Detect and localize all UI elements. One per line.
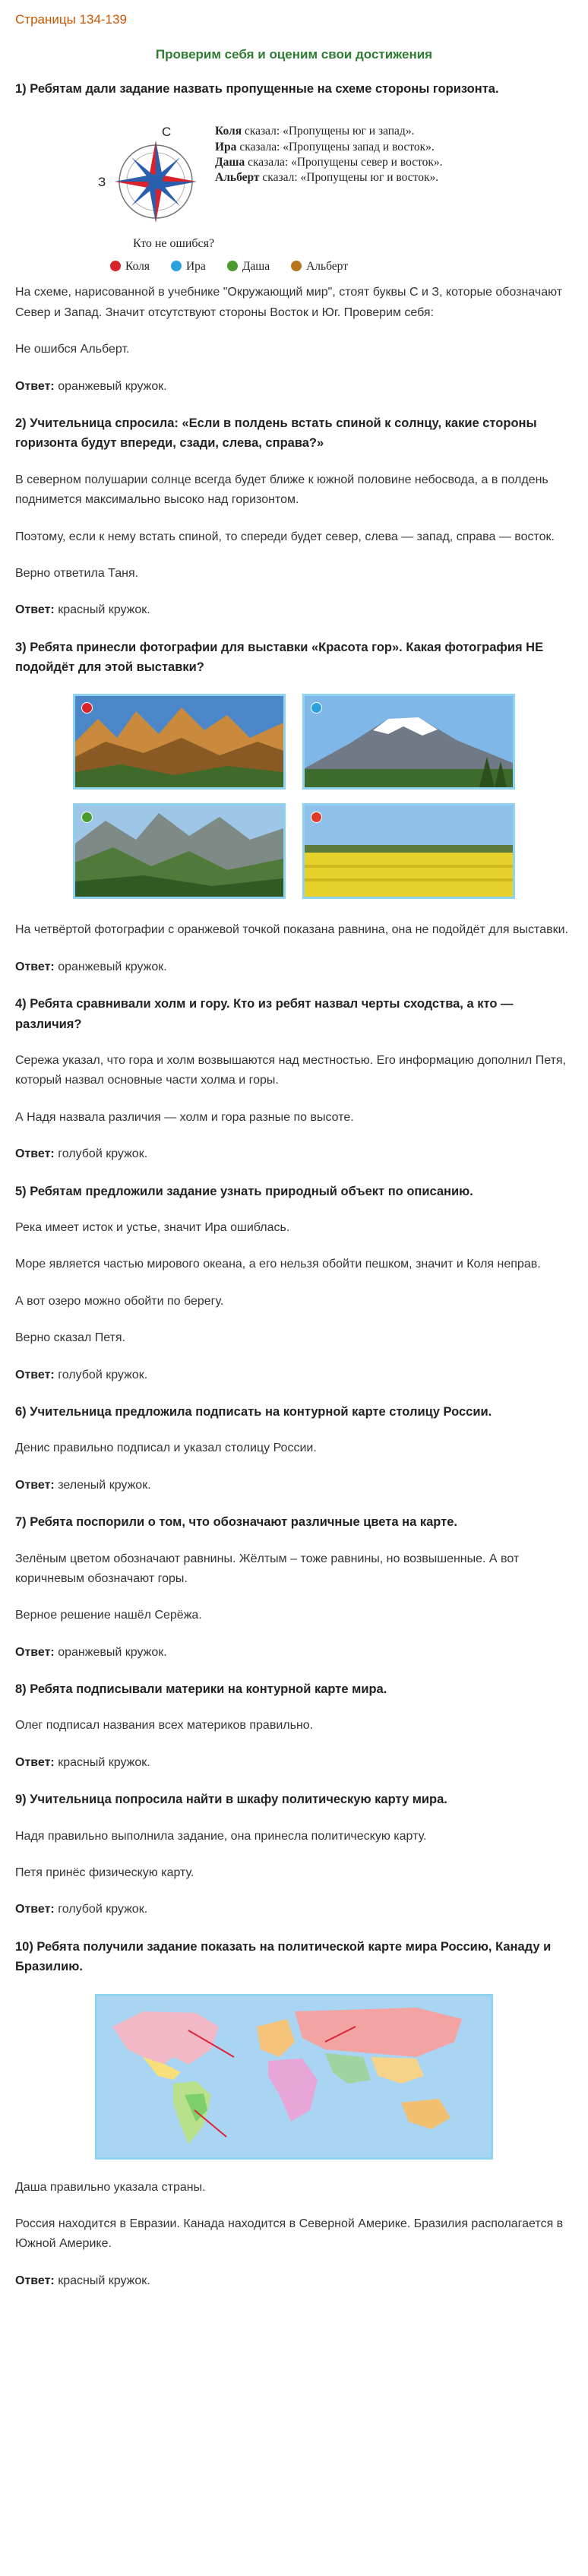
question-10: 10) Ребята получили задание показать на политической карте мира Россию, Канаду и Бразилию. — [15, 1939, 552, 1974]
paragraph: Море является частью мирового океана, а его нельзя обойти пешком, значит и Коля неправ. — [15, 1258, 541, 1271]
legend-dot-icon — [291, 261, 302, 271]
answer-value: оранжевый кружок. — [54, 1645, 167, 1659]
question-7: 7) Ребята поспорили о том, что обозначают различные цвета на карте. — [15, 1515, 457, 1530]
question-6: 6) Учительница предложила подписать на контурной карте столицу России. — [15, 1404, 492, 1419]
answer-label: Ответ: — [15, 1755, 55, 1769]
speech-item — [215, 171, 519, 184]
answer-line — [15, 1366, 573, 1385]
legend-label: Ира — [185, 260, 206, 274]
political-world-map — [95, 1994, 493, 2160]
answer-label: Ответ: — [15, 379, 55, 393]
speech-text: сказал: «Пропущены юг и восток». — [262, 171, 439, 185]
photo-green-mountains — [73, 803, 286, 899]
photo-grid — [66, 694, 522, 899]
speech-text: сказала: «Пропущены север и восток». — [248, 156, 443, 169]
speech-text: сказала: «Пропущены запад и восток». — [239, 140, 435, 153]
answer-line — [15, 377, 573, 397]
answer-legend — [110, 260, 348, 274]
photo-mountain-rocks — [73, 694, 286, 790]
answer-line — [15, 1753, 573, 1773]
paragraph: Верно сказал Петя. — [15, 1331, 126, 1345]
speech-text: сказал: «Пропущены юг и запад». — [244, 125, 415, 138]
answer-value: красный кружок. — [54, 1755, 150, 1769]
answer-label: Ответ: — [15, 1645, 55, 1659]
paragraph: Не ошибся Альберт. — [15, 343, 130, 356]
speaker-name: Коля — [215, 125, 242, 138]
legend-dot-icon — [110, 261, 121, 271]
page-title: Проверим себя и оценим свои достижения — [155, 47, 433, 62]
answer-line — [15, 957, 573, 977]
speech-item — [215, 156, 519, 169]
answer-line — [15, 1643, 573, 1663]
pages-label: Страницы 134-139 — [15, 12, 127, 27]
answer-label: Ответ: — [15, 960, 55, 973]
answer-value: оранжевый кружок. — [54, 960, 167, 973]
compass-rose-icon — [95, 119, 209, 233]
paragraph: А вот озеро можно обойти по берегу. — [15, 1294, 224, 1308]
paragraph: Зелёным цветом обозначают равнины. Жёлтым – тоже равнины, но возвышенные. А вот коричневым обозначают горы. — [15, 1552, 520, 1585]
paragraph: Верно ответила Таня. — [15, 566, 139, 580]
answer-value: красный кружок. — [54, 2274, 150, 2287]
legend-dot-icon — [227, 261, 238, 271]
answer-value: зеленый кружок. — [54, 1478, 151, 1492]
compass-north-label: С — [162, 125, 172, 140]
question-3: 3) Ребята принесли фотографии для выставки «Красота гор». Какая фотография НЕ подойдёт для этой выставки? — [15, 640, 544, 675]
legend-label: Даша — [242, 260, 270, 274]
answer-value: голубой кружок. — [54, 1903, 148, 1916]
who-question: Кто не ошибся? — [133, 237, 215, 251]
photo-snow-volcano — [302, 694, 515, 790]
speaker-name: Даша — [215, 156, 245, 169]
question-9: 9) Учительница попросила найти в шкафу политическую карту мира. — [15, 1793, 447, 1807]
photo-plain-field — [302, 803, 515, 899]
paragraph: Река имеет исток и устье, значит Ира ошиблась. — [15, 1220, 290, 1234]
legend-item — [110, 260, 150, 274]
answer-label: Ответ: — [15, 2274, 55, 2287]
answer-label: Ответ: — [15, 603, 55, 617]
legend-item — [227, 260, 270, 274]
compass-figure — [87, 116, 513, 274]
paragraph: На четвёртой фотографии с оранжевой точкой показана равнина, она не подойдёт для выставки. — [15, 923, 568, 937]
speaker-name: Альберт — [215, 171, 260, 185]
question-4: 4) Ребята сравнивали холм и гору. Кто из ребят назвал черты сходства, а кто — различия? — [15, 997, 514, 1031]
answer-value: оранжевый кружок. — [54, 379, 167, 393]
answer-label: Ответ: — [15, 1368, 55, 1381]
paragraph: Россия находится в Евразии. Канада находится в Северной Америке. Бразилия располагается в Южной Америке. — [15, 2217, 564, 2251]
answer-line — [15, 2271, 573, 2291]
question-8: 8) Ребята подписывали материки на контурной карте мира. — [15, 1682, 387, 1697]
paragraph: Даша правильно указала страны. — [15, 2180, 206, 2194]
legend-label: Коля — [125, 260, 150, 274]
answer-label: Ответ: — [15, 1147, 55, 1161]
question-1: 1) Ребятам дали задание назвать пропущенные на схеме стороны горизонта. — [15, 82, 499, 96]
paragraph: В северном полушарии солнце всегда будет ближе к южной половине небосвода, а в полдень поднимется максимально высоко над горизонтом. — [15, 473, 548, 507]
speech-list — [215, 125, 519, 186]
legend-label: Альберт — [306, 260, 348, 274]
speaker-name: Ира — [215, 140, 237, 153]
answer-value: голубой кружок. — [54, 1147, 148, 1161]
answer-value: голубой кружок. — [54, 1368, 148, 1381]
paragraph: Надя правильно выполнила задание, она принесла политическую карту. — [15, 1829, 427, 1843]
answer-line — [15, 1144, 573, 1164]
answer-label: Ответ: — [15, 1903, 55, 1916]
speech-item — [215, 125, 519, 138]
paragraph: Верное решение нашёл Серёжа. — [15, 1609, 202, 1622]
answer-label: Ответ: — [15, 1478, 55, 1492]
paragraph: На схеме, нарисованной в учебнике "Окружающий мир", стоят буквы С и З, которые обозначают Север и Запад. Значит отсутствуют стороны Восток и Юг. Проверим себя: — [15, 286, 563, 319]
paragraph: Олег подписал названия всех материков правильно. — [15, 1719, 314, 1733]
paragraph: Денис правильно подписал и указал столицу России. — [15, 1441, 317, 1455]
compass-west-label: З — [98, 175, 106, 190]
paragraph: Поэтому, если к нему встать спиной, то спереди будет север, слева — запад, справа — восток. — [15, 530, 555, 543]
answer-line — [15, 1476, 573, 1495]
legend-item — [291, 260, 348, 274]
question-2: 2) Учительница спросила: «Если в полдень встать спиной к солнцу, какие стороны горизонта будут впереди, сзади, слева, справа?» — [15, 416, 537, 451]
speech-item — [215, 141, 519, 153]
answer-line — [15, 1900, 573, 1919]
paragraph: А Надя назвала различия — холм и гора разные по высоте. — [15, 1110, 354, 1124]
question-5: 5) Ребятам предложили задание узнать природный объект по описанию. — [15, 1184, 473, 1198]
legend-dot-icon — [171, 261, 182, 271]
paragraph: Сережа указал, что гора и холм возвышаются над местностью. Его информацию дополнил Петя, который назвал основные части холма и горы. — [15, 1054, 566, 1087]
paragraph: Петя принёс физическую карту. — [15, 1866, 194, 1880]
legend-item — [171, 260, 206, 274]
answer-value: красный кружок. — [54, 603, 150, 617]
answer-line — [15, 600, 573, 620]
